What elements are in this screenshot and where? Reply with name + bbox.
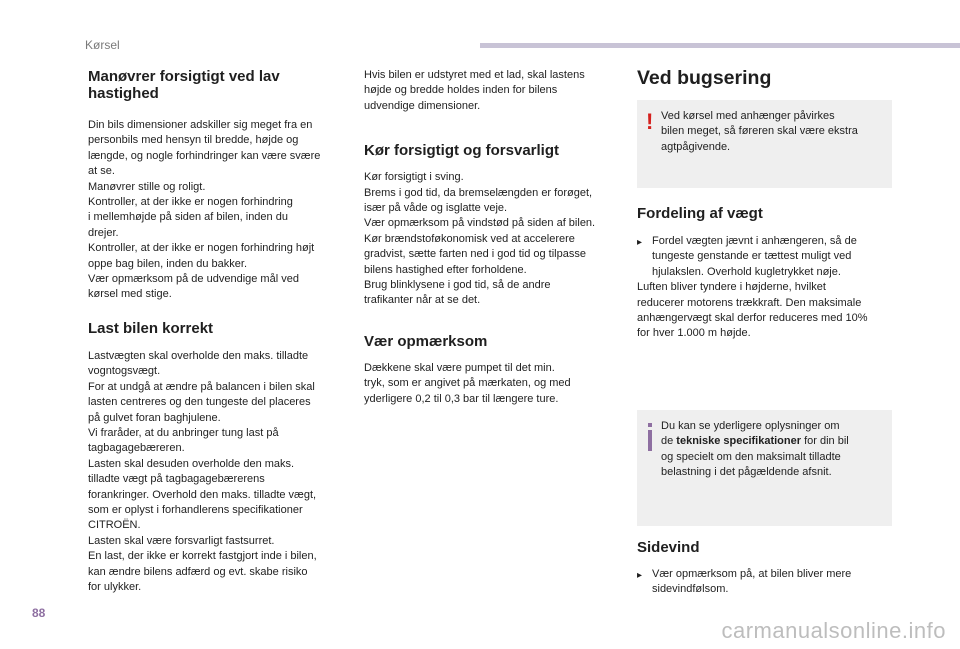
paragraph-load: Lastvægten skal overholde den maks. tilladte vogntogsvægt. For at undgå at ændre på balancen i bilen skal lasten centreres og den tungeste del placeres på gulvet foran baghjulene. Vi fraråder, at du anbringer tung last på tagbagagebæreren. Lasten skal desuden overholde den maks. tilladte vægt på tagbagagebærerens forankringer. Overhold den maks. tilladte vægt, som er oplyst i forhandlerens specifikationer CITROËN. Lasten skal være forsvarligt fastsurret. En last, der ikke er korrekt fastgjort inde i bilen, kan ændre bilens adfærd og evt. skabe risiko for ulykker. — [88, 349, 317, 593]
paragraph-flatbed: Hvis bilen er udstyret med et lad, skal lastens højde og bredde holdes inden for bilens udvendige dimensioner. — [364, 69, 585, 112]
watermark: carmanualsonline.info — [721, 618, 946, 643]
page-title-towing: Ved bugsering — [637, 67, 772, 89]
heading-drive-carefully: Kør forsigtigt og forsvarligt — [364, 142, 559, 160]
info-text-post: for din bil og specielt om den maksimalt tilladte belastning i det pågældende afsnit. — [661, 435, 849, 479]
page-number: 88 — [32, 606, 46, 620]
paragraph-attention: Dækkene skal være pumpet til det min. tryk, som er angivet på mærkaten, og med yderligere 0,2 til 0,3 bar til længere ture. — [364, 361, 571, 405]
bullet-icon: ▸ — [637, 237, 643, 248]
bullet-crosswind-text: Vær opmærksom på, at bilen bliver mere sidevindfølsom. — [652, 568, 852, 596]
bullet-crosswind — [637, 567, 892, 598]
info-box — [637, 410, 892, 526]
column-right-weight — [637, 205, 892, 342]
bullet-icon: ▸ — [637, 570, 643, 581]
warning-icon: ! — [646, 109, 654, 134]
info-icon-dot — [648, 423, 652, 427]
header-bar — [480, 43, 960, 48]
paragraph-maneuver: Din bils dimensioner adskiller sig meget fra en personbils med hensyn til bredde, højde og længde, og nogle forhindringer kan være svære at se. Manøvrer stille og roligt. Kontroller, at der ikke er nogen forhindring i mellemhøjde på siden af bilen, inden du drejer. Kontroller, at der ikke er nogen forhindring højt oppe bag bilen, inden du bakker. Vær opmærksom på de udvendige mål ved kørsel med stige. — [88, 119, 321, 301]
heading-maneuver: Manøvrer forsigtigt ved lav hastighed — [88, 68, 280, 102]
column-left — [88, 68, 350, 595]
column-middle — [364, 68, 622, 407]
info-text-pre: Du kan se yderligere oplysninger om de — [661, 420, 840, 448]
section-header: Kørsel — [85, 38, 120, 52]
warning-text: Ved kørsel med anhænger påvirkes bilen meget, så føreren skal være ekstra agtpågivende. — [661, 110, 858, 153]
bullet-weight — [637, 234, 892, 280]
paragraph-drive-carefully: Kør forsigtigt i sving. Brems i god tid, da bremselængden er forøget, især på våde og isglatte veje. Vær opmærksom på vindstød på siden af bilen. Kør brændstoføkonomisk ved at accelerere gradvist, sætte farten ned i god tid og tilpasse bilens hastighed efter forholdene. Brug blinklysene i god tid, så de andre trafikanter når at se det. — [364, 171, 596, 307]
info-icon — [648, 430, 652, 451]
warning-box — [637, 100, 892, 188]
heading-attention: Vær opmærksom — [364, 332, 488, 350]
info-text-bold: tekniske specifikationer — [676, 435, 802, 448]
paragraph-altitude: Luften bliver tyndere i højderne, hvilket reducerer motorens trækkraft. Den maksimale anhængervægt skal derfor reduceres med 10% for hver 1.000 m højde. — [637, 281, 868, 340]
heading-crosswind: Sidevind — [637, 539, 700, 556]
heading-weight-distribution: Fordeling af vægt — [637, 205, 763, 222]
bullet-weight-text: Fordel vægten jævnt i anhængeren, så de tungeste genstande er tættest muligt ved hjulakslen. Overhold kugletrykket nøje. — [652, 235, 857, 278]
info-text — [661, 419, 886, 481]
heading-load: Last bilen korrekt — [88, 319, 214, 337]
column-right-crosswind — [637, 539, 892, 598]
